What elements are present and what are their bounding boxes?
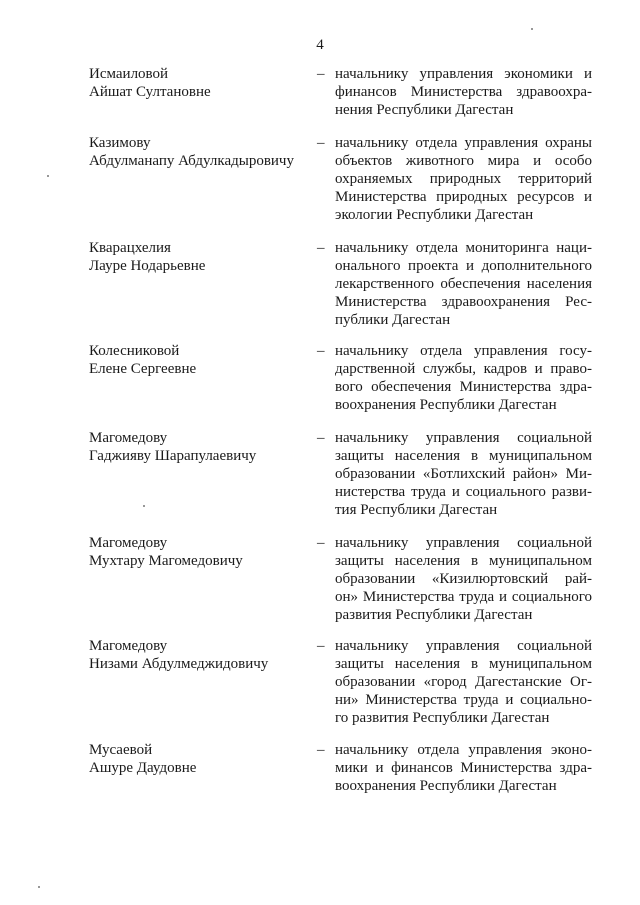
- position-line: экологии Республики Дагестан: [335, 207, 534, 223]
- person-given-names: Ашуре Даудовне: [89, 760, 197, 776]
- dash: –: [317, 535, 325, 551]
- position-line: начальнику управления социальной: [335, 430, 592, 446]
- dash: –: [317, 430, 325, 446]
- person-given-names: Лауре Нодарьевне: [89, 258, 206, 274]
- position-line: воохранения Республики Дагестан: [335, 397, 557, 413]
- position-line: Министерства здравоохранения Рес-: [335, 294, 592, 310]
- page-number: 4: [316, 37, 324, 53]
- dash: –: [317, 66, 325, 82]
- position-line: образовании «Кизилюртовский рай-: [335, 571, 592, 587]
- position-line: защиты населения в муниципальном: [335, 448, 592, 464]
- dash: –: [317, 135, 325, 151]
- position-line: начальнику отдела мониторинга наци-: [335, 240, 592, 256]
- person-given-names: Низами Абдулмеджидовичу: [89, 656, 269, 672]
- position-line: онального проекта и дополнительного: [335, 258, 592, 274]
- position-line: начальнику отдела управления госу-: [335, 343, 592, 359]
- position-line: воохранения Республики Дагестан: [335, 778, 557, 794]
- dash: –: [317, 240, 325, 256]
- person-name: [89, 429, 309, 465]
- position-line: нения Республики Дагестан: [335, 102, 514, 118]
- position-text: [335, 134, 592, 224]
- position-text: [335, 741, 592, 795]
- position-line: охраняемых природных территорий: [335, 171, 592, 187]
- position-line: тия Республики Дагестан: [335, 502, 498, 518]
- scan-speck: [47, 175, 49, 177]
- position-line: объектов животного мира и особо: [335, 153, 592, 169]
- dash: –: [317, 343, 325, 359]
- position-line: начальнику управления экономики и: [335, 66, 592, 82]
- position-line: защиты населения в муниципальном: [335, 553, 592, 569]
- position-line: лекарственного обеспечения населения: [335, 276, 592, 292]
- person-given-names: Гаджияву Шарапулаевичу: [89, 448, 257, 464]
- position-line: развития Республики Дагестан: [335, 607, 533, 623]
- person-surname: Магомедову: [89, 430, 168, 446]
- position-line: го развития Республики Дагестан: [335, 710, 550, 726]
- position-line: начальнику отдела управления эконо-: [335, 742, 592, 758]
- person-given-names: Елене Сергеевне: [89, 361, 197, 377]
- person-surname: Казимову: [89, 135, 151, 151]
- person-given-names: Абдулманапу Абдулкадыровичу: [89, 153, 294, 169]
- person-given-names: Айшат Султановне: [89, 84, 211, 100]
- person-surname: Мусаевой: [89, 742, 153, 758]
- person-name: [89, 534, 309, 570]
- person-name: [89, 741, 309, 777]
- position-text: [335, 65, 592, 119]
- dash: –: [317, 742, 325, 758]
- dash: –: [317, 638, 325, 654]
- scan-speck: [38, 886, 40, 888]
- person-surname: Кварацхелия: [89, 240, 171, 256]
- position-line: он» Министерства труда и социального: [335, 589, 592, 605]
- person-given-names: Мухтару Магомедовичу: [89, 553, 243, 569]
- position-text: [335, 534, 592, 624]
- person-name: [89, 342, 309, 378]
- position-text: [335, 429, 592, 519]
- position-text: [335, 239, 592, 329]
- position-line: защиты населения в муниципальном: [335, 656, 592, 672]
- person-name: [89, 134, 309, 170]
- position-line: нистерства труда и социального разви-: [335, 484, 592, 500]
- position-line: ни» Министерства труда и социально-: [335, 692, 592, 708]
- position-text: [335, 342, 592, 414]
- person-surname: Колесниковой: [89, 343, 180, 359]
- position-line: образовании «Ботлихский район» Ми-: [335, 466, 592, 482]
- position-line: начальнику управления социальной: [335, 638, 592, 654]
- position-line: образовании «город Дагестанские Ог-: [335, 674, 592, 690]
- position-text: [335, 637, 592, 727]
- position-line: вого обеспечения Министерства здра-: [335, 379, 592, 395]
- position-line: начальнику управления социальной: [335, 535, 592, 551]
- person-name: [89, 65, 309, 101]
- position-line: финансов Министерства здравоохра-: [335, 84, 592, 100]
- position-line: дарственной службы, кадров и право-: [335, 361, 592, 377]
- person-surname: Магомедову: [89, 535, 168, 551]
- person-name: [89, 239, 309, 275]
- person-surname: Исмаиловой: [89, 66, 169, 82]
- person-surname: Магомедову: [89, 638, 168, 654]
- position-line: мики и финансов Министерства здра-: [335, 760, 592, 776]
- position-line: Министерства природных ресурсов и: [335, 189, 592, 205]
- person-name: [89, 637, 309, 673]
- position-line: начальнику отдела управления охраны: [335, 135, 592, 151]
- position-line: публики Дагестан: [335, 312, 451, 328]
- scan-speck: [531, 28, 533, 30]
- scan-speck: [143, 505, 145, 507]
